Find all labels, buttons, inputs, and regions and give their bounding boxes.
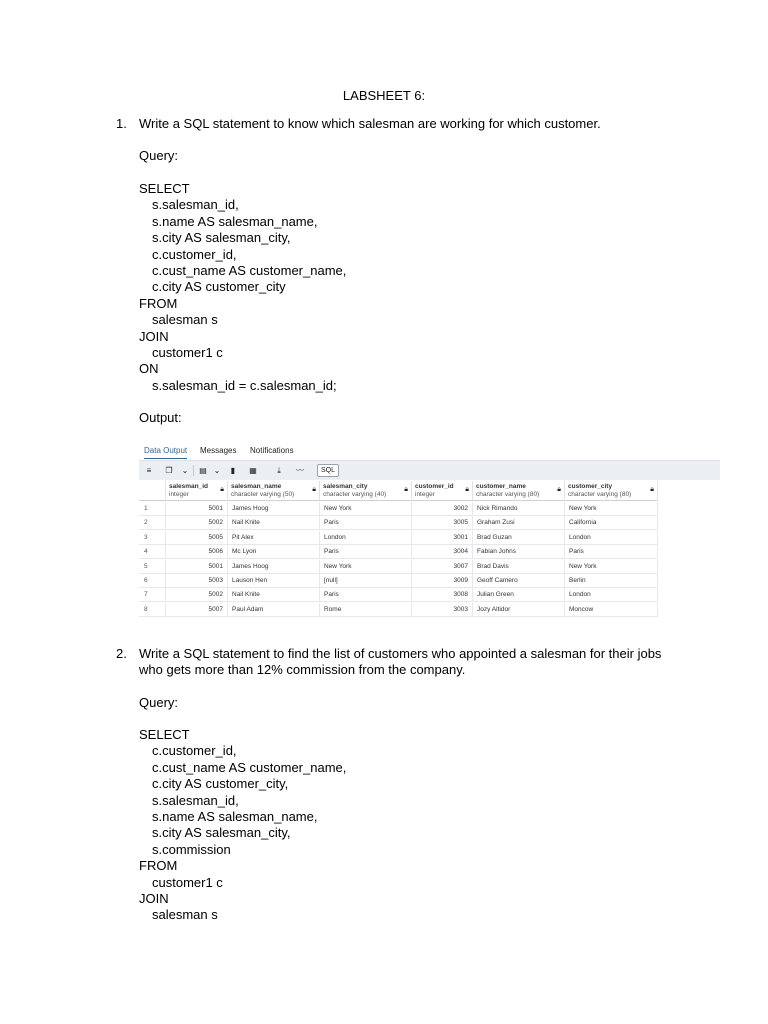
sql-line: JOIN	[139, 891, 169, 906]
sql-line: s.commission	[152, 841, 231, 857]
sql-line: JOIN	[139, 328, 169, 344]
query-2-label: Query:	[139, 695, 179, 710]
query-1-label: Query:	[139, 148, 179, 163]
page-title: LABSHEET 6:	[342, 88, 426, 103]
save-data-icon[interactable]: ▦	[249, 466, 257, 475]
table-cell[interactable]: 5007	[166, 603, 228, 617]
column-type: character varying (40)	[323, 491, 387, 498]
sql-line: s.salesman_id,	[152, 792, 239, 808]
row-number: 6	[139, 574, 166, 588]
table-cell[interactable]: 3004	[412, 545, 473, 559]
sql-line: s.city AS salesman_city,	[152, 230, 291, 246]
column-name: customer_city	[568, 483, 613, 490]
sql-line: customer1 c	[152, 874, 223, 890]
table-cell[interactable]: Brad Davis	[473, 560, 565, 574]
sql-line: SELECT	[139, 727, 190, 742]
row-number: 3	[139, 531, 166, 545]
toolbar-divider	[193, 465, 194, 476]
table-cell[interactable]: Nail Knite	[228, 516, 320, 530]
sql-line: s.name AS salesman_name,	[152, 809, 318, 824]
result-tabs	[139, 443, 720, 461]
lock-icon: 🔒︎	[650, 486, 654, 493]
lock-icon: 🔒︎	[404, 486, 408, 493]
table-cell[interactable]: 5005	[166, 531, 228, 545]
sql-line: c.cust_name AS customer_name,	[152, 263, 347, 278]
tab-data-output[interactable]: Data Output	[144, 446, 187, 459]
sql-line: salesman s	[152, 907, 218, 923]
question-2-text-line-2: who gets more than 12% commission from the company.	[139, 662, 466, 677]
table-cell[interactable]: 3007	[412, 560, 473, 574]
sql-line: s.name AS salesman_name,	[152, 213, 318, 229]
table-cell[interactable]: 3009	[412, 574, 473, 588]
sql-line: s.salesman_id,	[152, 197, 239, 213]
table-cell[interactable]: Graham Zusi	[473, 516, 565, 530]
column-header[interactable]	[412, 481, 473, 501]
paste-icon[interactable]: ▤	[199, 466, 207, 475]
table-cell[interactable]: Paris	[320, 545, 412, 559]
graph-visualiser-icon[interactable]: 〰	[296, 466, 304, 475]
column-name: customer_id	[415, 483, 454, 490]
table-cell[interactable]: Geoff Camero	[473, 574, 565, 588]
table-cell[interactable]: Paris	[565, 545, 658, 559]
copy-options-chevron-down-icon[interactable]: ⌄	[181, 466, 189, 475]
table-cell[interactable]: Paris	[320, 588, 412, 602]
column-type: integer	[415, 491, 435, 498]
table-cell[interactable]: Fabian Johns	[473, 545, 565, 559]
table-cell[interactable]: 5001	[166, 502, 228, 516]
sql-line: c.cust_name AS customer_name,	[152, 759, 347, 775]
result-toolbar	[139, 461, 720, 480]
copy-icon[interactable]: ❐	[165, 466, 173, 475]
table-cell[interactable]: Paris	[320, 516, 412, 530]
row-number: 4	[139, 545, 166, 559]
table-cell[interactable]: 5002	[166, 516, 228, 530]
question-1-text: Write a SQL statement to know which salesman are working for which customer.	[139, 116, 601, 131]
lock-icon: 🔒︎	[220, 486, 224, 493]
table-cell[interactable]: 3005	[412, 516, 473, 530]
table-cell[interactable]: 3002	[412, 502, 473, 516]
download-icon[interactable]: ⤓	[277, 466, 281, 475]
table-cell[interactable]: 3001	[412, 531, 473, 545]
table-cell[interactable]: Nick Rimando	[473, 502, 565, 516]
column-type: integer	[169, 491, 189, 498]
row-number: 2	[139, 516, 166, 530]
question-2-number: 2.	[116, 646, 127, 661]
row-number: 5	[139, 560, 166, 574]
table-cell[interactable]: 5003	[166, 574, 228, 588]
sql-line: customer1 c	[152, 345, 223, 360]
table-cell[interactable]: James Hoog	[228, 560, 320, 574]
question-1-number: 1.	[116, 116, 127, 131]
column-name: salesman_id	[169, 483, 209, 490]
tab-notifications[interactable]: Notifications	[250, 446, 294, 455]
table-cell[interactable]: Pit Alex	[228, 531, 320, 545]
column-header[interactable]	[228, 481, 320, 501]
table-cell[interactable]: London	[320, 531, 412, 545]
sql-line: s.salesman_id = c.salesman_id;	[152, 377, 337, 393]
row-number: 7	[139, 588, 166, 602]
table-cell[interactable]: Berlin	[565, 574, 658, 588]
delete-icon[interactable]: ▮	[230, 466, 236, 475]
table-cell[interactable]: Julian Green	[473, 588, 565, 602]
query-result-panel	[139, 443, 720, 628]
table-cell[interactable]: London	[565, 588, 658, 602]
column-type: character varying (50)	[231, 491, 295, 498]
paste-options-chevron-down-icon[interactable]: ⌄	[213, 466, 221, 475]
table-cell[interactable]: Moncow	[565, 603, 658, 617]
sql-line: FROM	[139, 295, 178, 311]
table-cell[interactable]: 3003	[412, 603, 473, 617]
table-cell[interactable]: New York	[565, 560, 658, 574]
table-cell[interactable]: Nail Knite	[228, 588, 320, 602]
question-2-text-line-1: Write a SQL statement to find the list of customers who appointed a salesman for their jobs	[139, 646, 662, 661]
sql-line: c.city AS customer_city	[152, 279, 286, 295]
table-cell[interactable]: 5002	[166, 588, 228, 602]
sql-button[interactable]: SQL	[317, 464, 339, 477]
sql-line: SELECT	[139, 181, 190, 196]
column-name: salesman_name	[231, 483, 282, 490]
sql-line: s.city AS salesman_city,	[152, 825, 291, 841]
table-cell[interactable]: 3008	[412, 588, 473, 602]
column-header[interactable]	[320, 481, 412, 501]
table-cell[interactable]: Jozy Altidor	[473, 603, 565, 617]
table-cell[interactable]: Paul Adam	[228, 603, 320, 617]
column-header[interactable]	[166, 481, 228, 501]
table-cell[interactable]: New York	[565, 502, 658, 516]
table-cell[interactable]: Brad Guzan	[473, 531, 565, 545]
row-number: 8	[139, 603, 166, 617]
table-cell[interactable]: 5006	[166, 545, 228, 559]
column-type: character varying (80)	[476, 491, 540, 498]
table-cell[interactable]: [null]	[320, 574, 412, 588]
table-cell[interactable]: London	[565, 531, 658, 545]
sql-line: salesman s	[152, 312, 218, 328]
table-cell[interactable]: Rome	[320, 603, 412, 617]
tab-messages[interactable]: Messages	[200, 446, 237, 455]
column-type: character varying (80)	[568, 491, 632, 498]
sql-line: c.city AS customer_city,	[152, 776, 289, 792]
column-header[interactable]	[565, 481, 658, 501]
sql-line: c.customer_id,	[152, 743, 237, 759]
column-name: customer_name	[476, 483, 526, 490]
lock-icon: 🔒︎	[465, 486, 469, 493]
lock-icon: 🔒︎	[557, 486, 561, 493]
add-row-icon[interactable]: ≡	[146, 466, 152, 475]
table-cell[interactable]: Lauson Hen	[228, 574, 320, 588]
table-cell[interactable]: California	[565, 516, 658, 530]
table-cell[interactable]: James Hoog	[228, 502, 320, 516]
column-name: salesman_city	[323, 483, 368, 490]
table-cell[interactable]: New York	[320, 560, 412, 574]
sql-line: FROM	[139, 858, 178, 874]
table-cell[interactable]: New York	[320, 502, 412, 516]
column-header[interactable]	[473, 481, 565, 501]
output-1-label: Output:	[139, 410, 182, 425]
sql-line: c.customer_id,	[152, 246, 237, 262]
sql-line: ON	[139, 361, 159, 377]
lock-icon: 🔒︎	[312, 486, 316, 493]
table-cell[interactable]: 5001	[166, 560, 228, 574]
row-number-header	[139, 481, 166, 501]
row-number: 1	[139, 502, 166, 516]
table-cell[interactable]: Mc Lyon	[228, 545, 320, 559]
